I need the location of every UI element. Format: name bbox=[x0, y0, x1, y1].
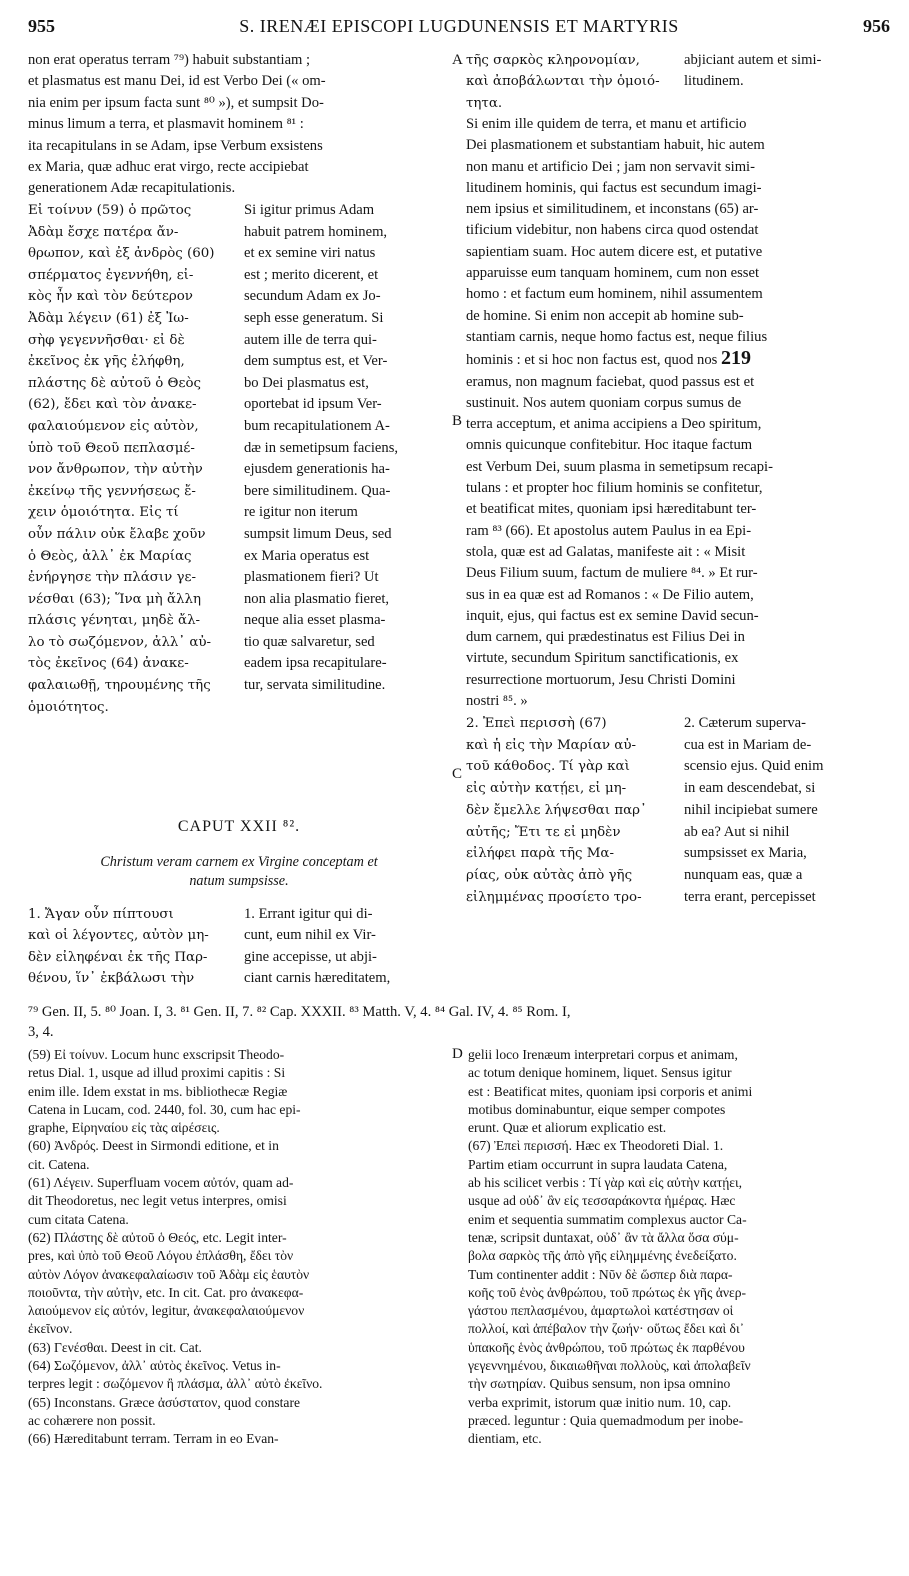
right-latin-section-2: 2. Cæterum superva- cua est in Mariam de- scensio ejus. Quid enim in eam descendebat, si nihil incipiebat sumere ab ea? Aut si nihil sumpsisset ex Maria, nunquam eas, quæ a terra erant, percepisset bbox=[684, 715, 824, 905]
margin-letter-b: B bbox=[452, 413, 463, 429]
chapter-subtitle: Christum veram carnem ex Virgine conceptam et natum sumpsisse. bbox=[100, 854, 378, 889]
marginal-note-number: 219 bbox=[720, 348, 751, 370]
right-greek-section-2: 2. Ἐπεὶ περισσὴ (67) καὶ ἡ εἰς τὴν Μαρίαν αὐ- τοῦ κάθοδος. Τί γὰρ καὶ εἰς αὐτὴν κατῄει, εἰ μη- δὲν ἔμελλε λήψεσθαι παρ᾽ αὐτῆς; Ἔτι τε εἰ μηδὲν εἰλήφει παρὰ τῆς Μα- ρίας, οὐκ αὐτὰς ἀπὸ γῆς εἰλημμένας προσίετο τρο- bbox=[466, 716, 647, 905]
margin-letter-c: C bbox=[452, 766, 463, 782]
footnotes-right: gelii loco Irenæum interpretari corpus et animam, ac totum denique hominem, liquet. Sensus igitur est : Beatificat mites, quoniam ipsi corporis et animi motibus dominabuntur, eique semper compotes erunt. Quæ et aliorum explicatio est. (67) Ἐπεὶ περισσή. Hæc ex Theodoreti Dial. 1. Partim etiam occurrunt in supra laudata Catena, ab his scilicet verbis : Τί γὰρ καὶ εἰς αὐτὴν κατῄει, usque ad οὐδ᾽ ἂν εἰς τεσσαράκοντα ἡμέρας. Hæc enim et sequentia summatim complexus auctor Ca- tenæ, scripsit duntaxat, οὐδ᾽ ἂν τὰ ἄλλα ὅσα σύμ- βολα σαρκὸς τῆς ἀπὸ γῆς εἰλημμένης ἐνεδείξατο. Tum continenter addit : Νῦν δὲ ὥσπερ διὰ παρα- κοῆς τοῦ ἑνὸς ἀνθρώπου, τοῦ πρώτως ἐκ γῆς ἀνερ- γάστου πεπλασμένου, ἁμαρτωλοὶ κατέστησαν οἱ πολλοί, καὶ ἀπέβαλον τὴν ζωήν· οὕτως ἔδει καὶ δι᾽ ὑπακοῆς ἑνὸς ἀνθρώπου, τοῦ πρώτως ἐκ παρθένου γεγεννημένου, δικαιωθῆναι πολλοὺς, καὶ ἀπολαβεῖν τὴν σωτηρίαν. Quibus sensum, non ipsa omnino verba exprimit, istorum quæ initio num. 10, cap. præced. leguntur : Quia quemadmodum per inobe- dientiam, etc. bbox=[468, 1047, 753, 1447]
scripture-references: ⁷⁹ Gen. II, 5. ⁸⁰ Joan. I, 3. ⁸¹ Gen. II, 7. ⁸² Cap. XXXII. ⁸³ Matth. V, 4. ⁸⁴ Gal. IV, 4. ⁸⁵ Rom. I, 3, 4. bbox=[28, 1004, 571, 1040]
margin-letter-a: A bbox=[452, 52, 463, 68]
right-top-latin: abjiciant autem et simi- litudinem. bbox=[684, 52, 822, 90]
chapter-latin-text: 1. Errant igitur qui di- cunt, eum nihil ex Vir- gine accepisse, ut abji- ciant carnis hæreditatem, bbox=[244, 906, 391, 987]
right-top-greek: τῆς σαρκὸς κληρονομίαν, καὶ ἀποβάλωνται τὴν ὁμοιό- τητα. bbox=[466, 53, 660, 111]
footnotes-left: (59) Εἰ τοίνυν. Locum hunc exscripsit Theodo- retus Dial. 1, usque ad illud proximi capitis : Si enim ille. Idem exstat in ms. bibliothecæ Regiæ Catena in Lucam, cod. 2440, fol. 30, cum hac epi- graphe, Εἰρηναίου εἰς τὰς αἱρέσεις. (60) Ἀνδρός. Deest in Sirmondi editione, et in cit. Catena. (61) Λέγειν. Superfluam vocem αὐτόν, quam ad- dit Theodoretus, nec legit vetus interpres, omisi cum citata Catena. (62) Πλάστης δὲ αὐτοῦ ὁ Θεός, etc. Legit inter- pres, καὶ ὑπὸ τοῦ Θεοῦ Λόγου ἐπλάσθη, ἔδει τὸν αὐτὸν Λόγον ἀνακεφαλαίωσιν τοῦ Ἀδὰμ εἰς ἑαυτὸν ποιοῦντα, τὴν αὐτὴν, etc. In cit. Cat. pro ἀνακεφα- λαιούμενον εἰς αὐτόν, legitur, ἀνακεφαλαιούμενον ἐκεῖνον. (63) Γενέσθαι. Deest in cit. Cat. (64) Σωζόμενον, ἀλλ᾽ αὐτὸς ἐκεῖνος. Vetus in- terpres legit : σωζόμενον ἢ πλάσμα, ἀλλ᾽ αὐτὸ ἐκεῖνο. (65) Inconstans. Græce ἀσύστατον, quod constare ac cohærere non possit. (66) Hæreditabunt terram. Terram in eo Evan- bbox=[28, 1047, 323, 1447]
chapter-greek-text: 1. Ἄγαν οὖν πίπτουσι καὶ οἱ λέγοντες, αὐτὸν μη- δὲν εἰληφέναι ἐκ τῆς Παρ- θένου, ἵν᾽ ἐκβάλωσι τὴν bbox=[28, 907, 209, 987]
latin-column-2: Si igitur primus Adam habuit patrem hominem, et ex semine viri natus est ; merito dicerent, et secundum Adam ex Jo- seph esse generatum. Si autem ille de terra qui- dem sumptus est, et Ver- bo Dei plasmatus est, oportebat id ipsum Ver- bum recapitulationem A- dæ in semetipsum faciens, ejusdem generationis ha- bere similitudinem. Qua- re igitur non iterum sumpsit limum Deus, sed ex Maria operatus est plasmationem fieri? Ut non alia plasmatio fieret, neque alia esset plasma- tio quæ salvaretur, sed eadem ipsa recapitulare- tur, servata similitudine. bbox=[244, 202, 399, 694]
margin-letter-d: D bbox=[452, 1046, 463, 1062]
page-number-left: 955 bbox=[28, 16, 55, 36]
greek-column-1: Εἰ τοίνυν (59) ὁ πρῶτος Ἀδὰμ ἔσχε πατέρα ἄν- θρωπον, καὶ ἐξ ἀνδρὸς (60) σπέρματος ἐγεννήθη, εἰ- κὸς ἦν καὶ τὸν δεύτερον Ἀδὰμ λέγειν (61) ἐξ Ἰω- σὴφ γεγεννῆσθαι· εἰ δὲ ἐκεῖνος ἐκ γῆς ἐλήφθη, πλάστης δὲ αὐτοῦ ὁ Θεὸς (62), ἔδει καὶ τὸν ἀνακε- φαλαιούμενον εἰς αὐτὸν, ὑπὸ τοῦ Θεοῦ πεπλασμέ- νον ἄνθρωπον, τὴν αὐτὴν ἐκείνῳ τῆς γεννήσεως ἔ- χειν ὁμοιότητα. Εἰς τί οὖν πάλιν οὐκ ἔλαβε χοῦν ὁ Θεὸς, ἀλλ᾽ ἐκ Μαρίας ἐνήργησε τὴν πλάσιν γε- νέσθαι (63); Ἵνα μὴ ἄλλη πλάσις γένηται, μηδὲ ἄλ- λο τὸ σωζόμενον, ἀλλ᾽ αὐ- τὸς ἐκεῖνος (64) ἀνακε- φαλαιωθῇ, τηρουμένης τῆς ὁμοιότητος. bbox=[28, 203, 215, 715]
chapter-title: CAPUT XXII ⁸². bbox=[177, 818, 301, 835]
page-header bbox=[28, 16, 890, 42]
running-title: S. IRENÆI EPISCOPI LUGDUNENSIS ET MARTYRIS bbox=[239, 16, 679, 36]
right-main-text: Si enim ille quidem de terra, et manu et artificio Dei plasmationem et substantiam habuit, hic autem non manu et artificio Dei ; jam non servavit simi- litudinem hominis, qui factus est secundum imagi- nem ipsius et similitudinem, et inconstans (65) ar- tificium videbitur, non habens circa quod ostendat sapientiam suam. Hoc autem dicere est, et putative apparuisse eum tanquam hominem, cum non esset homo : et factum eum hominem, nihil assumentem de homine. Si enim non accepit ab homine sub- stantiam carnis, neque homo factus est, neque filius hominis : et si hoc non factus est, quod nos 219 eramus, non magnum faciebat, quod passus est et sustinuit. Nos autem quoniam corpus sumus de terra acceptum, et anima accipiens a Deo spiritum, omnis quicunque confitebitur. Hoc itaque factum est Verbum Dei, suum plasma in semetipsum recapi- tulans : et propter hoc filium hominis se confitetur, et beatificat mites, quoniam ipsi hæreditabunt ter- ram ⁸³ (66). Et apostolus autem Paulus in ea Epi- stola, quæ est ad Galatas, manifeste ait : « Misit Deus Filium suum, factum de muliere ⁸⁴. » Et rur- sus in ea quæ est ad Romanos : « De Filio autem, inquit, ejus, qui factus est ex semine David secun- dum carnem, qui prædestinatus est Filius Dei in virtute, secundum Spiritum sanctificationis, ex resurrectione mortuorum, Jesu Christi Domini nostri ⁸⁵. » bbox=[466, 116, 773, 710]
left-intro-text: non erat operatus terram ⁷⁹) habuit substantiam ; et plasmatus est manu Dei, id est Verbo Dei (« om- nia enim per ipsum facta sunt ⁸⁰ »), et sumpsit Do- minus limum a terra, et plasmavit hominem ⁸¹ : ita recapitulans in se Adam, ipse Verbum exsistens ex Maria, quæ adhuc erat virgo, recte accipiebat generationem Adæ recapitulationis. bbox=[28, 52, 326, 197]
page-number-right: 956 bbox=[863, 16, 890, 36]
